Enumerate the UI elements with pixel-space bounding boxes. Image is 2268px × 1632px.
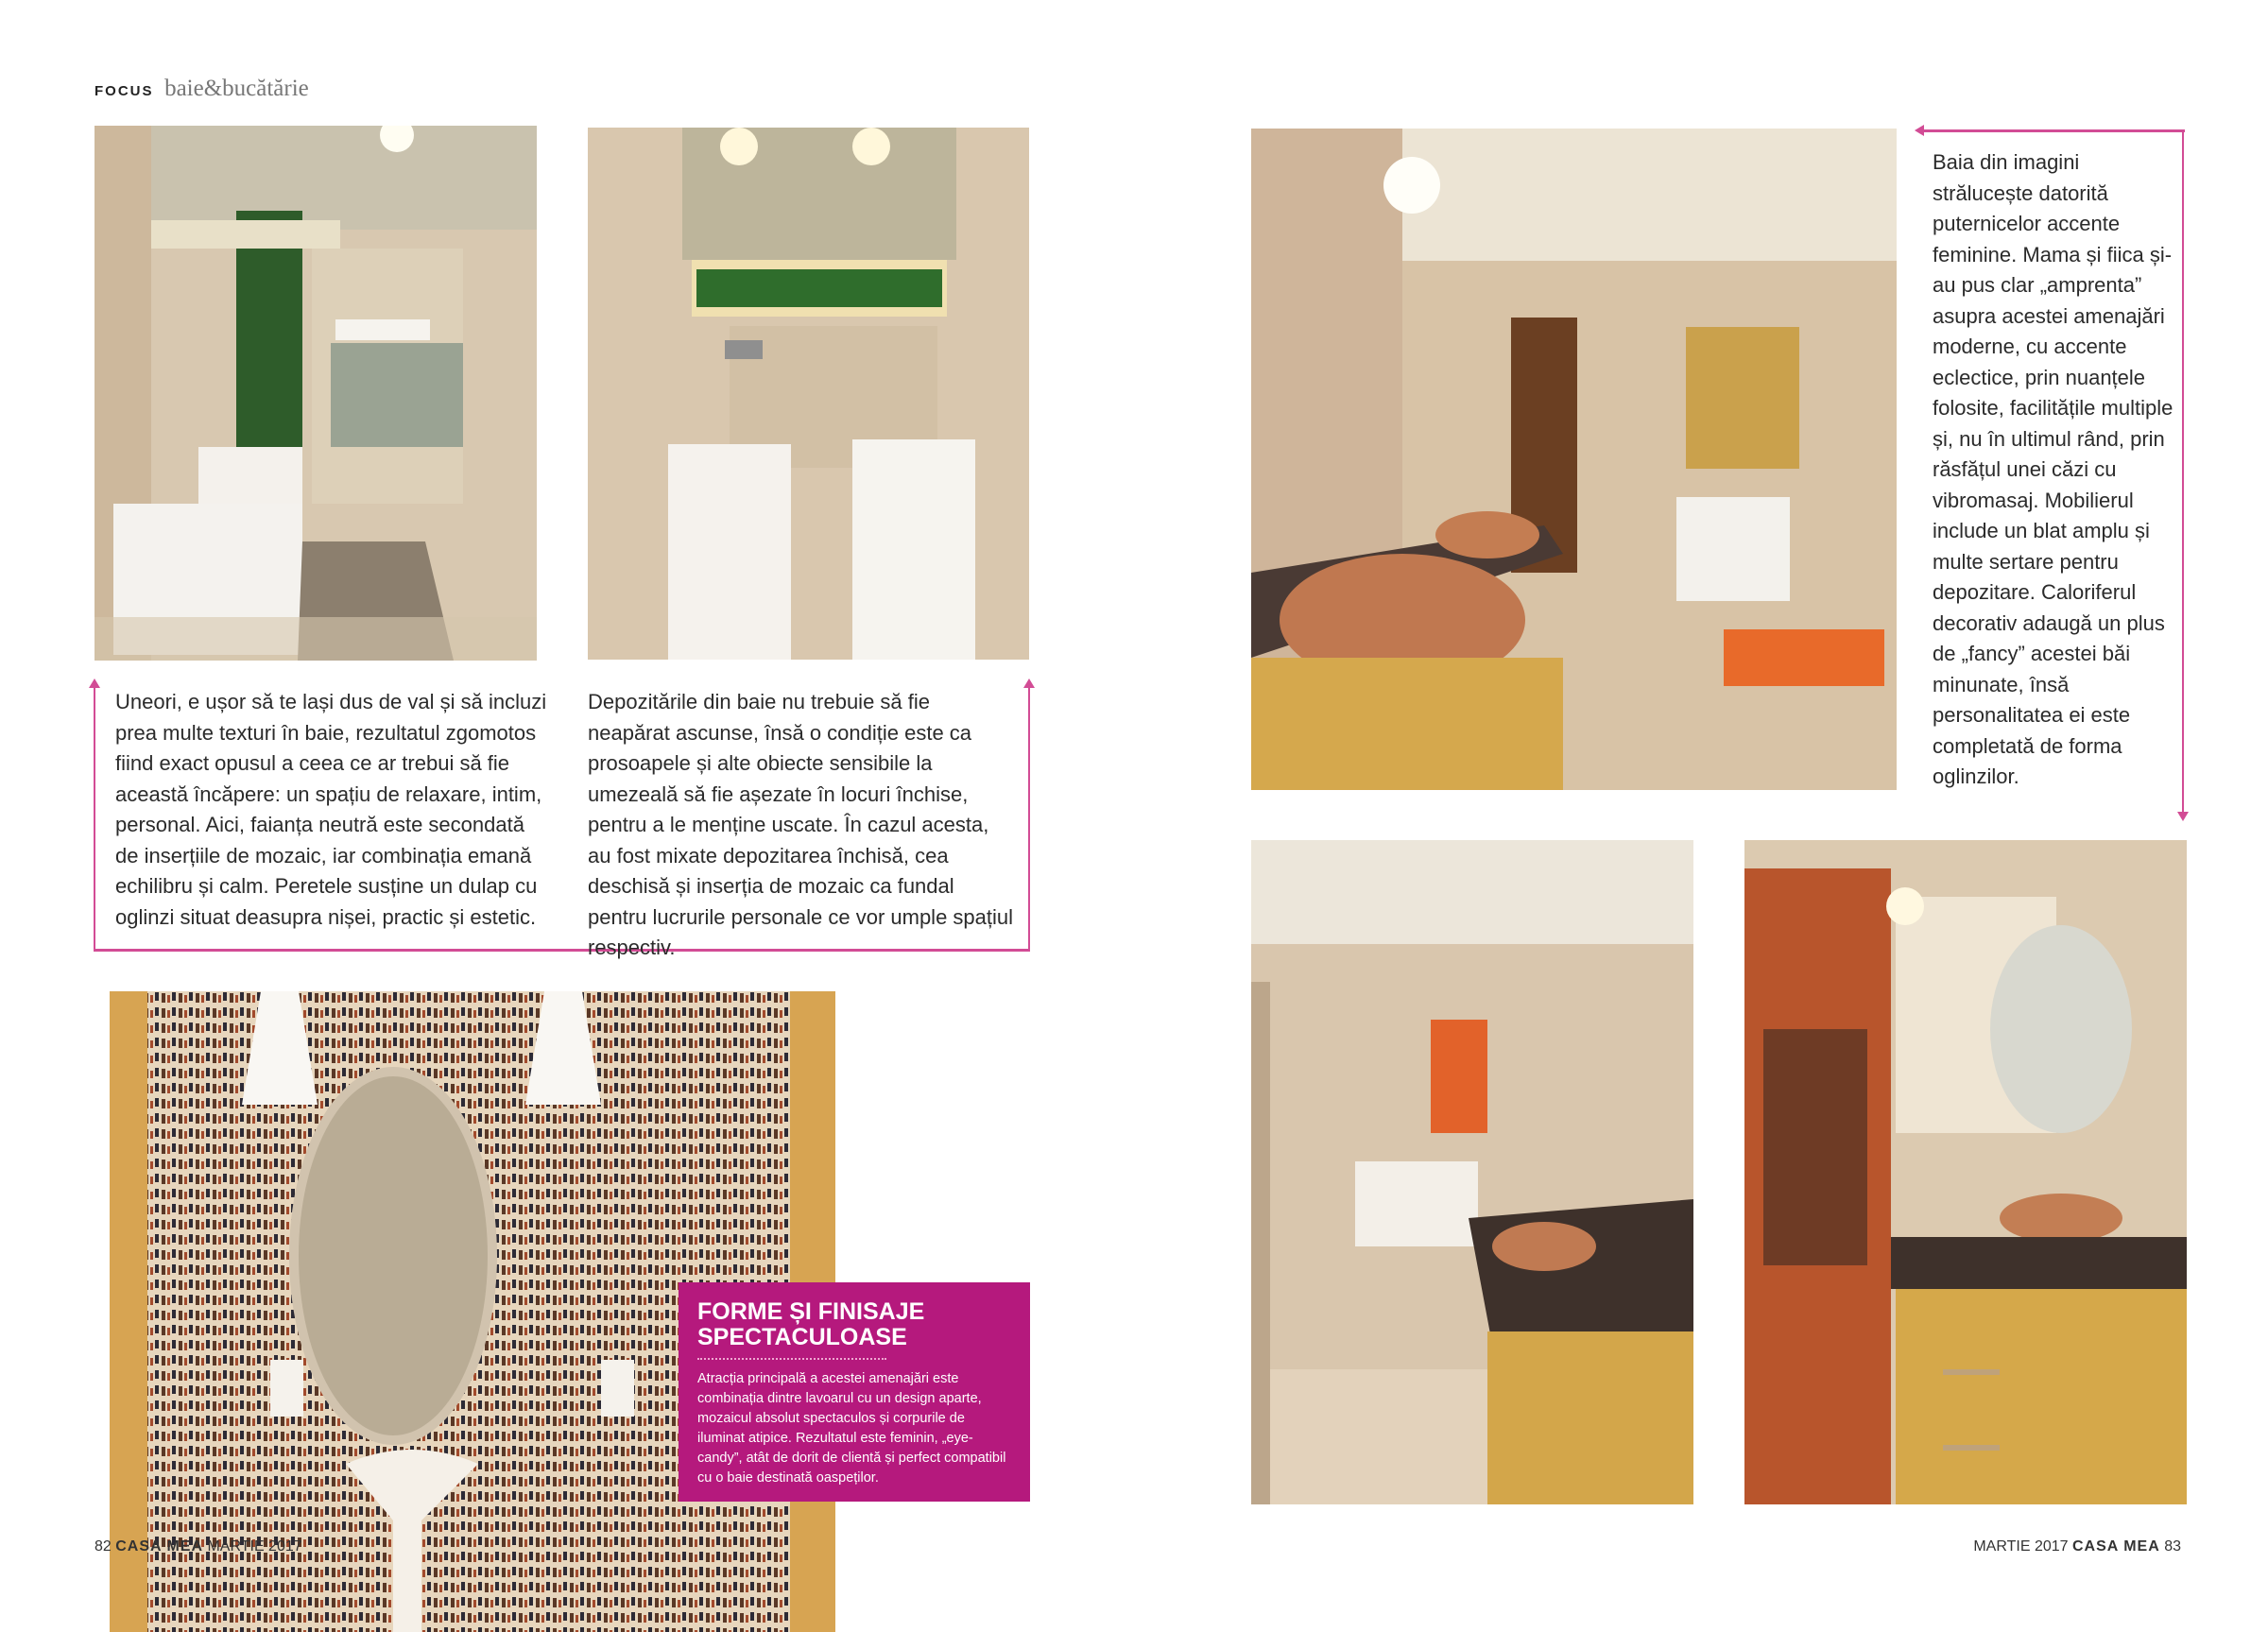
caption-rule-right-top [1918,129,2185,132]
callout-box [679,1282,1030,1502]
folio-left [94,1538,302,1555]
photo-bathroom-green-mosaic [94,126,537,661]
callout-title: FORME ȘI FINISAJE SPECTACULOASE [697,1298,925,1350]
running-header [94,76,309,102]
header-kicker: FOCUS [94,83,154,99]
page-number-right: 83 [2164,1538,2181,1555]
caption-rule-right-vertical [2182,129,2184,812]
photo-long-bathroom [1251,840,1693,1504]
caption-rule-left-vertical [94,684,95,951]
header-section: baie&bucătărie [164,76,309,101]
callout-divider [697,1358,886,1360]
caption-middle: Depozitările din baie nu trebuie să fie neapărat ascunse, însă o condiție este ca prosoapele și alte obiecte sensibile la umezeală să fie așezate în locuri închise, pentru a le menține uscate. În cazul acesta, au fost mixate depozitarea închisă, cea deschisă și inserția de mozaic ca fundal pentru lucrurile personale ce vor umple spațiul respectiv. [588,690,1014,959]
caption-left: Uneori, e ușor să te lași dus de val și să incluzi prea multe texturi în baie, rezultatul zgomotos fiind exact opusul a ceea ce ar trebui să fie această încăpere: un spațiu de relaxare, intim, personal. Aici, faianța neutră este secondată de inserțiile de mozaic, iar combinația emană echilibru și calm. Peretele susține un dulap cu oglinzi situat deasupra nișei, practic și estetic. [115,690,547,929]
caption-right: Baia din imagini strălucește datorită puternicelor accente feminine. Mama și fiica și-au pus clar „amprenta” asupra acestei amenajări moderne, cu accente eclectice, prin nuanțele folosite, facilitățile multiple și, nu în ultimul rând, prin răsfățul unei căzi cu vibromasaj. Mobilierul include un blat amplu și multe sertare pentru depozitare. Caloriferul decorativ adaugă un plus de „fancy” acestei băi minunate, însă personalitatea ei este completată de forma oglinzilor. [1933,150,2174,788]
photo-art-radiator-sink [1744,840,2187,1504]
arrow-down-right-caption [2177,812,2189,821]
photo-wc-bidet [588,128,1029,660]
magazine-name-left: CASA MEA [115,1538,203,1555]
callout-text: Atracția principală a acestei amenajări este combinația dintre lavoarul cu un design aparte, mozaicul absolut spectaculos și corpurile de iluminat atipice. Rezultatul este feminin, „eye-candy”, atât de dorit de clientă și perfect compatibil cu o baie destinată oaspeților. [697,1371,1006,1486]
issue-date-left: MARTIE 2017 [207,1538,302,1555]
issue-date-right: MARTIE 2017 [1973,1538,2069,1555]
photo-vanity-copper-sink [1251,129,1897,790]
caption-rule-middle-vertical [1028,684,1030,951]
folio-right [1973,1538,2181,1555]
page-number-left: 82 [94,1538,112,1555]
magazine-name-right: CASA MEA [2072,1538,2160,1555]
